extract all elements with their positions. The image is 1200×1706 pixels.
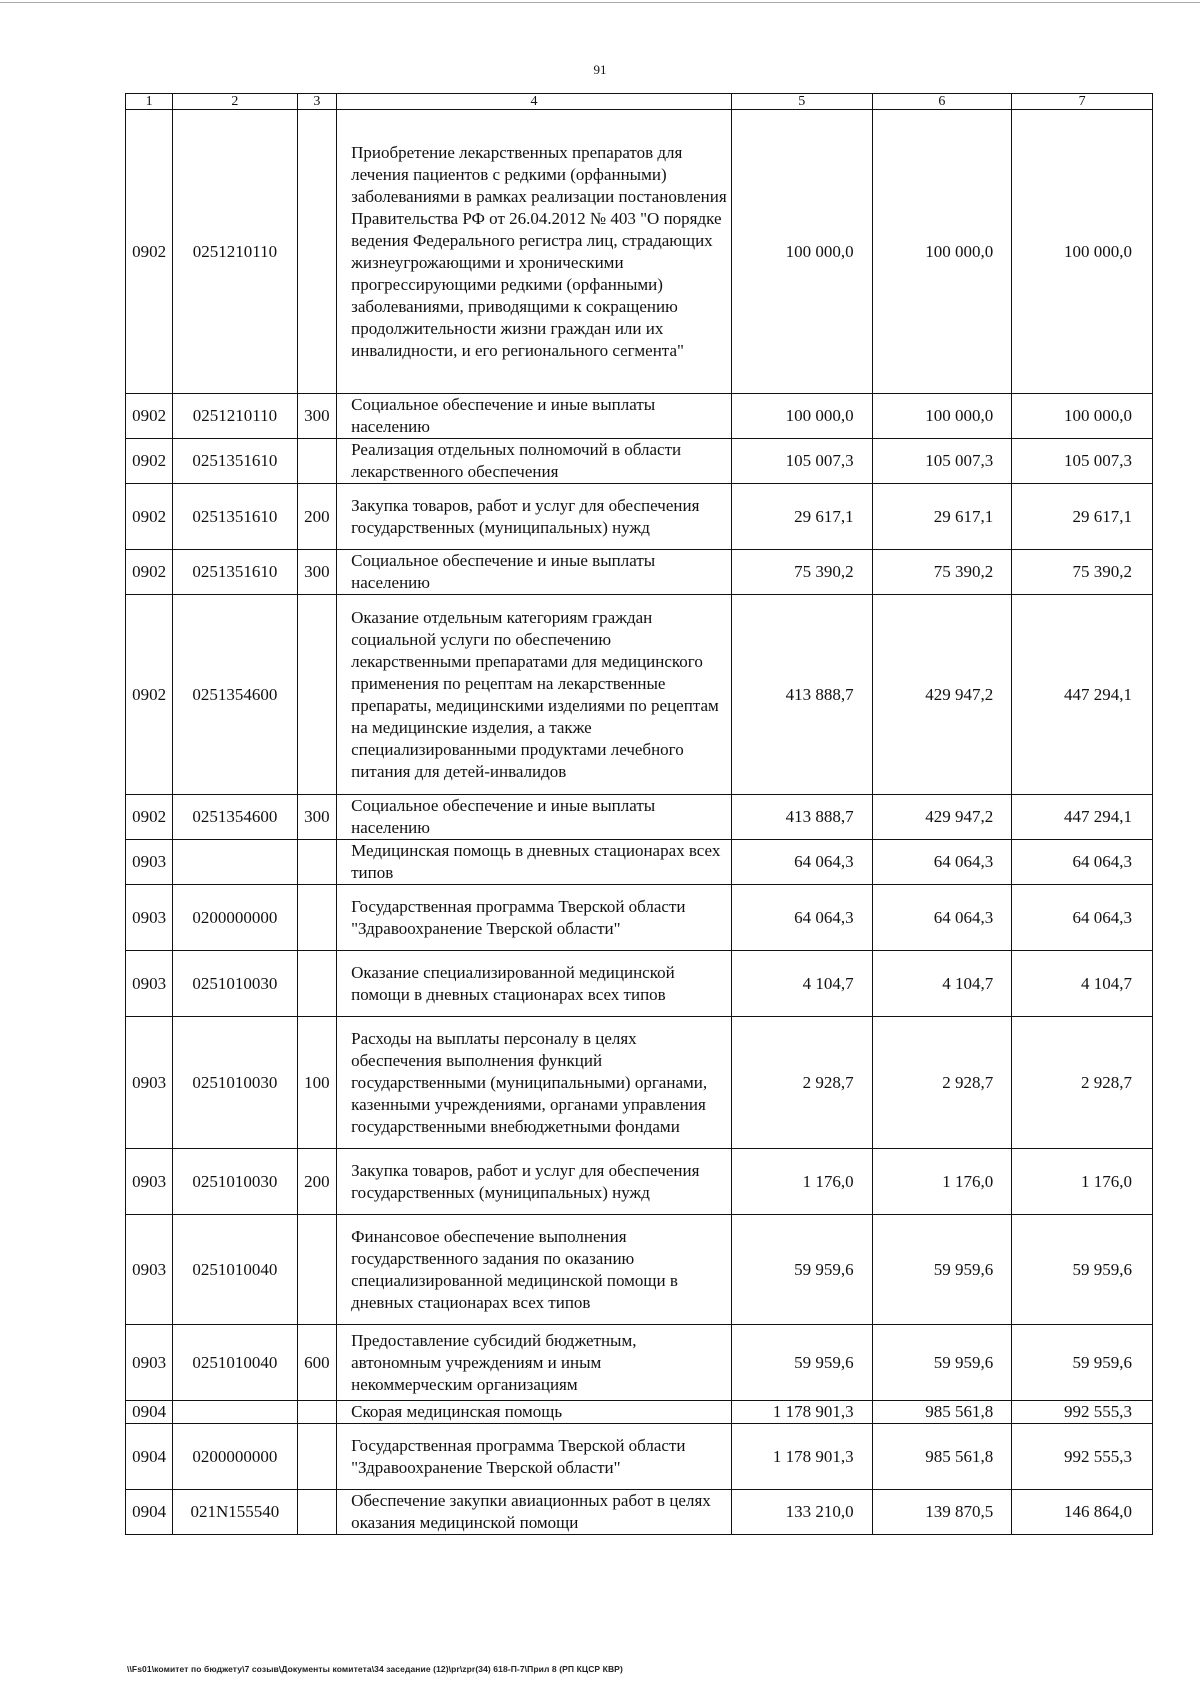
section-code-cell: 0902 bbox=[126, 439, 173, 484]
target-article-code-cell: 021N155540 bbox=[173, 1490, 297, 1535]
amount-col7-cell: 146 864,0 bbox=[1012, 1490, 1153, 1535]
amount-col5-cell: 105 007,3 bbox=[731, 439, 872, 484]
expense-type-code-cell: 200 bbox=[297, 484, 337, 550]
expense-type-code-cell bbox=[297, 1215, 337, 1325]
target-article-code-cell bbox=[173, 840, 297, 885]
table-row bbox=[126, 1149, 1153, 1215]
amount-col6-cell: 2 928,7 bbox=[872, 1017, 1012, 1149]
description-cell: Закупка товаров, работ и услуг для обеспечения государственных (муниципальных) нужд bbox=[337, 484, 732, 550]
description-cell: Приобретение лекарственных препаратов для лечения пациентов с редкими (орфанными) заболеваниями в рамках реализации постановления Правительства РФ от 26.04.2012 № 403 "О порядке ведения Федерального регистра лиц, страдающих жизнеугрожающими и хроническими прогрессирующими редкими (орфанными) заболеваниями, приводящими к сокращению продолжительности жизни граждан или их инвалидности, и его регионального сегмента" bbox=[337, 110, 732, 394]
table-row bbox=[126, 110, 1153, 394]
amount-col6-cell: 429 947,2 bbox=[872, 595, 1012, 795]
section-code-cell: 0903 bbox=[126, 1017, 173, 1149]
amount-col7-cell: 4 104,7 bbox=[1012, 951, 1153, 1017]
description-cell: Оказание специализированной медицинской помощи в дневных стационарах всех типов bbox=[337, 951, 732, 1017]
table-row bbox=[126, 1215, 1153, 1325]
expense-type-code-cell bbox=[297, 439, 337, 484]
amount-col6-cell: 75 390,2 bbox=[872, 550, 1012, 595]
header-cell-1: 1 bbox=[126, 94, 173, 110]
target-article-code-cell: 0251210110 bbox=[173, 110, 297, 394]
target-article-code-cell: 0251010030 bbox=[173, 951, 297, 1017]
amount-col7-cell: 100 000,0 bbox=[1012, 394, 1153, 439]
amount-col7-cell: 29 617,1 bbox=[1012, 484, 1153, 550]
expense-type-code-cell bbox=[297, 885, 337, 951]
amount-col7-cell: 447 294,1 bbox=[1012, 795, 1153, 840]
table-row bbox=[126, 1401, 1153, 1424]
table-row bbox=[126, 394, 1153, 439]
table-row bbox=[126, 484, 1153, 550]
target-article-code-cell: 0251010040 bbox=[173, 1215, 297, 1325]
section-code-cell: 0902 bbox=[126, 110, 173, 394]
expense-type-code-cell bbox=[297, 1401, 337, 1424]
description-cell: Предоставление субсидий бюджетным, автономным учреждениям и иным некоммерческим организациям bbox=[337, 1325, 732, 1401]
target-article-code-cell: 0200000000 bbox=[173, 885, 297, 951]
section-code-cell: 0902 bbox=[126, 795, 173, 840]
table-row bbox=[126, 1424, 1153, 1490]
amount-col7-cell: 75 390,2 bbox=[1012, 550, 1153, 595]
amount-col6-cell: 100 000,0 bbox=[872, 110, 1012, 394]
section-code-cell: 0902 bbox=[126, 394, 173, 439]
section-code-cell: 0902 bbox=[126, 484, 173, 550]
expense-type-code-cell bbox=[297, 110, 337, 394]
section-code-cell: 0902 bbox=[126, 550, 173, 595]
target-article-code-cell: 0251351610 bbox=[173, 550, 297, 595]
header-cell-2: 2 bbox=[173, 94, 297, 110]
target-article-code-cell: 0251010030 bbox=[173, 1017, 297, 1149]
expense-type-code-cell bbox=[297, 840, 337, 885]
table-row bbox=[126, 1490, 1153, 1535]
target-article-code-cell: 0200000000 bbox=[173, 1424, 297, 1490]
expense-type-code-cell: 300 bbox=[297, 795, 337, 840]
amount-col5-cell: 59 959,6 bbox=[731, 1325, 872, 1401]
amount-col6-cell: 105 007,3 bbox=[872, 439, 1012, 484]
section-code-cell: 0902 bbox=[126, 595, 173, 795]
amount-col6-cell: 1 176,0 bbox=[872, 1149, 1012, 1215]
amount-col5-cell: 133 210,0 bbox=[731, 1490, 872, 1535]
description-cell: Социальное обеспечение и иные выплаты населению bbox=[337, 550, 732, 595]
section-code-cell: 0903 bbox=[126, 840, 173, 885]
amount-col7-cell: 2 928,7 bbox=[1012, 1017, 1153, 1149]
target-article-code-cell: 0251210110 bbox=[173, 394, 297, 439]
amount-col6-cell: 29 617,1 bbox=[872, 484, 1012, 550]
header-cell-7: 7 bbox=[1012, 94, 1153, 110]
description-cell: Медицинская помощь в дневных стационарах всех типов bbox=[337, 840, 732, 885]
amount-col7-cell: 447 294,1 bbox=[1012, 595, 1153, 795]
amount-col5-cell: 64 064,3 bbox=[731, 885, 872, 951]
table-row bbox=[126, 840, 1153, 885]
amount-col5-cell: 1 176,0 bbox=[731, 1149, 872, 1215]
amount-col5-cell: 1 178 901,3 bbox=[731, 1401, 872, 1424]
budget-table bbox=[125, 93, 1153, 1535]
description-cell: Государственная программа Тверской области "Здравоохранение Тверской области" bbox=[337, 885, 732, 951]
amount-col6-cell: 139 870,5 bbox=[872, 1490, 1012, 1535]
amount-col5-cell: 59 959,6 bbox=[731, 1215, 872, 1325]
amount-col7-cell: 992 555,3 bbox=[1012, 1424, 1153, 1490]
table-row bbox=[126, 439, 1153, 484]
expense-type-code-cell bbox=[297, 595, 337, 795]
amount-col6-cell: 59 959,6 bbox=[872, 1215, 1012, 1325]
section-code-cell: 0904 bbox=[126, 1401, 173, 1424]
target-article-code-cell: 0251354600 bbox=[173, 795, 297, 840]
description-cell: Социальное обеспечение и иные выплаты населению bbox=[337, 795, 732, 840]
header-cell-3: 3 bbox=[297, 94, 337, 110]
section-code-cell: 0904 bbox=[126, 1490, 173, 1535]
amount-col6-cell: 985 561,8 bbox=[872, 1424, 1012, 1490]
amount-col5-cell: 29 617,1 bbox=[731, 484, 872, 550]
amount-col6-cell: 4 104,7 bbox=[872, 951, 1012, 1017]
description-cell: Государственная программа Тверской области "Здравоохранение Тверской области" bbox=[337, 1424, 732, 1490]
expense-type-code-cell: 200 bbox=[297, 1149, 337, 1215]
section-code-cell: 0903 bbox=[126, 885, 173, 951]
expense-type-code-cell bbox=[297, 951, 337, 1017]
amount-col5-cell: 100 000,0 bbox=[731, 394, 872, 439]
target-article-code-cell: 0251351610 bbox=[173, 439, 297, 484]
expense-type-code-cell: 100 bbox=[297, 1017, 337, 1149]
scan-edge-line bbox=[0, 2, 1200, 3]
expense-type-code-cell bbox=[297, 1490, 337, 1535]
amount-col6-cell: 59 959,6 bbox=[872, 1325, 1012, 1401]
expense-type-code-cell: 600 bbox=[297, 1325, 337, 1401]
target-article-code-cell: 0251351610 bbox=[173, 484, 297, 550]
table-row bbox=[126, 1325, 1153, 1401]
description-cell: Оказание отдельным категориям граждан социальной услуги по обеспечению лекарственными препаратами для медицинского применения по рецептам на лекарственные препараты, медицинскими изделиями по рецептам на медицинские изделия, а также специализированными продуктами лечебного питания для детей-инвалидов bbox=[337, 595, 732, 795]
description-cell: Расходы на выплаты персоналу в целях обеспечения выполнения функций государственными (муниципальными) органами, казенными учреждениями, органами управления государственными внебюджетными фондами bbox=[337, 1017, 732, 1149]
amount-col6-cell: 64 064,3 bbox=[872, 885, 1012, 951]
file-path-footer: \\Fs01\комитет по бюджету\7 созыв\Документы комитета\34 заседание (12)\pr\zpr(34) 618-П-7\Прил 8 (РП КЦСР КВР) bbox=[127, 1664, 623, 1674]
amount-col6-cell: 429 947,2 bbox=[872, 795, 1012, 840]
table-row bbox=[126, 550, 1153, 595]
target-article-code-cell: 0251354600 bbox=[173, 595, 297, 795]
amount-col5-cell: 4 104,7 bbox=[731, 951, 872, 1017]
description-cell: Обеспечение закупки авиационных работ в целях оказания медицинской помощи bbox=[337, 1490, 732, 1535]
amount-col5-cell: 413 888,7 bbox=[731, 595, 872, 795]
description-cell: Реализация отдельных полномочий в области лекарственного обеспечения bbox=[337, 439, 732, 484]
page-number: 91 bbox=[593, 62, 607, 77]
description-cell: Скорая медицинская помощь bbox=[337, 1401, 732, 1424]
amount-col6-cell: 64 064,3 bbox=[872, 840, 1012, 885]
amount-col5-cell: 100 000,0 bbox=[731, 110, 872, 394]
section-code-cell: 0903 bbox=[126, 1149, 173, 1215]
amount-col5-cell: 2 928,7 bbox=[731, 1017, 872, 1149]
expense-type-code-cell bbox=[297, 1424, 337, 1490]
expense-type-code-cell: 300 bbox=[297, 550, 337, 595]
amount-col7-cell: 100 000,0 bbox=[1012, 110, 1153, 394]
amount-col5-cell: 64 064,3 bbox=[731, 840, 872, 885]
target-article-code-cell bbox=[173, 1401, 297, 1424]
amount-col7-cell: 64 064,3 bbox=[1012, 840, 1153, 885]
amount-col6-cell: 100 000,0 bbox=[872, 394, 1012, 439]
table-body bbox=[126, 94, 1153, 1535]
section-code-cell: 0903 bbox=[126, 1325, 173, 1401]
amount-col5-cell: 75 390,2 bbox=[731, 550, 872, 595]
amount-col7-cell: 105 007,3 bbox=[1012, 439, 1153, 484]
description-cell: Социальное обеспечение и иные выплаты населению bbox=[337, 394, 732, 439]
target-article-code-cell: 0251010030 bbox=[173, 1149, 297, 1215]
table-row bbox=[126, 885, 1153, 951]
amount-col7-cell: 64 064,3 bbox=[1012, 885, 1153, 951]
header-cell-4: 4 bbox=[337, 94, 732, 110]
section-code-cell: 0904 bbox=[126, 1424, 173, 1490]
section-code-cell: 0903 bbox=[126, 1215, 173, 1325]
amount-col7-cell: 59 959,6 bbox=[1012, 1325, 1153, 1401]
table-header-row bbox=[126, 94, 1153, 110]
header-cell-5: 5 bbox=[731, 94, 872, 110]
table-row bbox=[126, 1017, 1153, 1149]
target-article-code-cell: 0251010040 bbox=[173, 1325, 297, 1401]
table-row bbox=[126, 951, 1153, 1017]
amount-col7-cell: 59 959,6 bbox=[1012, 1215, 1153, 1325]
amount-col5-cell: 1 178 901,3 bbox=[731, 1424, 872, 1490]
amount-col7-cell: 1 176,0 bbox=[1012, 1149, 1153, 1215]
header-cell-6: 6 bbox=[872, 94, 1012, 110]
amount-col6-cell: 985 561,8 bbox=[872, 1401, 1012, 1424]
table-row bbox=[126, 795, 1153, 840]
section-code-cell: 0903 bbox=[126, 951, 173, 1017]
description-cell: Закупка товаров, работ и услуг для обеспечения государственных (муниципальных) нужд bbox=[337, 1149, 732, 1215]
expense-type-code-cell: 300 bbox=[297, 394, 337, 439]
amount-col5-cell: 413 888,7 bbox=[731, 795, 872, 840]
table-row bbox=[126, 595, 1153, 795]
amount-col7-cell: 992 555,3 bbox=[1012, 1401, 1153, 1424]
description-cell: Финансовое обеспечение выполнения государственного задания по оказанию специализированной медицинской помощи в дневных стационарах всех типов bbox=[337, 1215, 732, 1325]
